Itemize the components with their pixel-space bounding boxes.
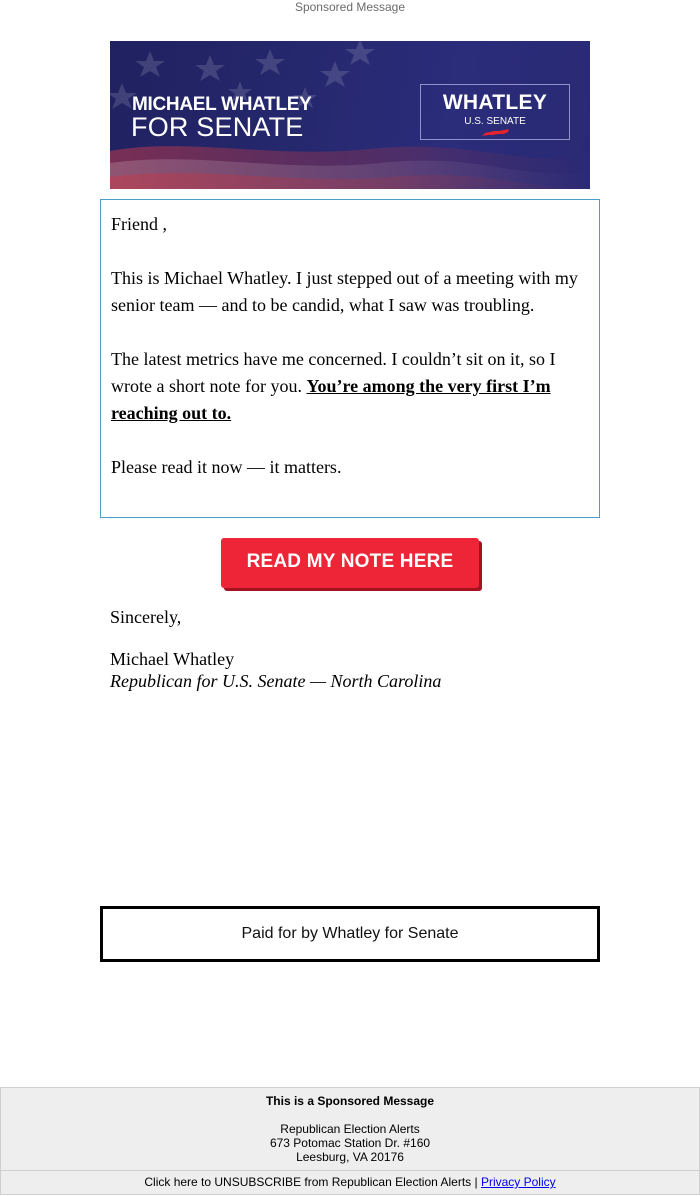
message-paragraph-2-text: The latest metrics have me concerned. I couldn’t sit on it, so I wrote a short note for you. xyxy=(111,349,556,396)
read-note-button[interactable]: READ MY NOTE HERE xyxy=(221,538,479,588)
signature-name: Michael Whatley xyxy=(110,649,235,669)
footer-separator: | xyxy=(471,1175,481,1189)
unsubscribe-bar xyxy=(0,1171,700,1195)
banner-logo-title: WHATLEY xyxy=(442,91,548,114)
message-paragraph-3: Please read it now — it matters. xyxy=(111,457,342,477)
signoff xyxy=(110,606,441,692)
message-paragraph-1: This is Michael Whatley. I just stepped out of a meeting with my senior team — and to be candid, what I saw was troubling. xyxy=(111,268,578,315)
banner-logo-box xyxy=(420,84,570,140)
footer-title: This is a Sponsored Message xyxy=(265,1094,435,1108)
unsubscribe-link[interactable]: Click here to UNSUBSCRIBE from Republican Election Alerts xyxy=(144,1175,472,1189)
footer-address-line-1: 673 Potomac Station Dr. #160 xyxy=(269,1136,431,1150)
closing: Sincerely, xyxy=(110,607,182,627)
greeting: Friend , xyxy=(111,214,167,234)
message-emphasis-link[interactable]: You’re among the very first I’m reaching out to. xyxy=(111,376,551,423)
footer xyxy=(0,1087,700,1171)
signature-title: Republican for U.S. Senate — North Carolina xyxy=(110,671,442,691)
sponsored-label: Sponsored Message xyxy=(294,0,406,14)
message-paragraph-2 xyxy=(111,346,589,427)
message-card xyxy=(100,199,600,518)
footer-org: Republican Election Alerts xyxy=(280,1122,420,1136)
privacy-policy-link[interactable]: Privacy Policy xyxy=(480,1175,556,1189)
campaign-banner[interactable] xyxy=(110,41,590,189)
banner-logo-subtitle: U.S. SENATE xyxy=(464,116,526,127)
north-carolina-icon xyxy=(482,129,510,137)
banner-for-senate: FOR SENATE xyxy=(131,112,304,142)
banner-candidate-name: MICHAEL WHATLEY xyxy=(132,94,312,115)
footer-address-line-2: Leesburg, VA 20176 xyxy=(296,1150,404,1164)
paid-for-disclaimer: Paid for by Whatley for Senate xyxy=(100,906,600,962)
